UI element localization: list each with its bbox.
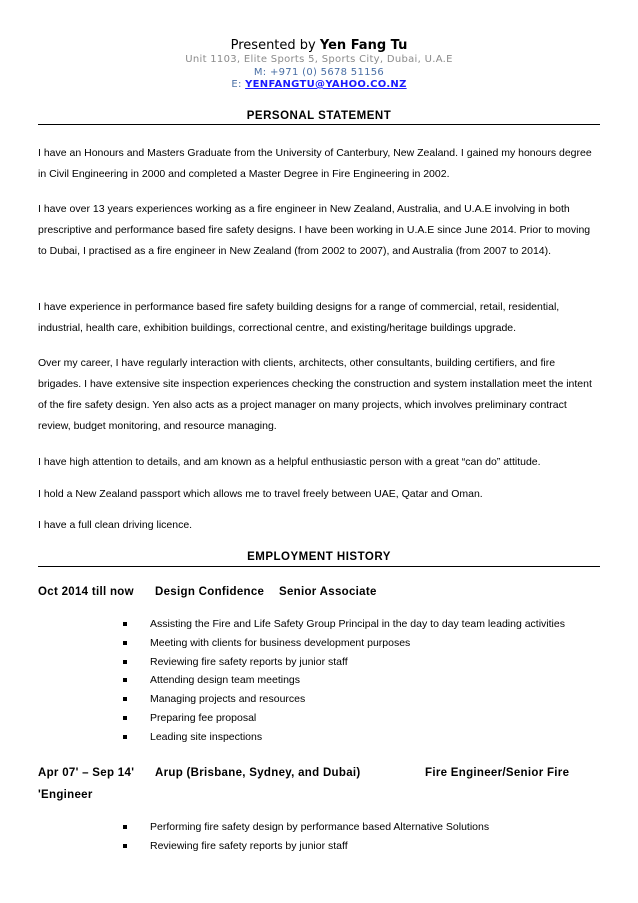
duty-text: Preparing fee proposal: [150, 711, 257, 724]
job-company: Arup (Brisbane, Sydney, and Dubai): [155, 767, 361, 779]
job-role-continuation: [38, 789, 600, 805]
job-company: Design Confidence: [155, 586, 265, 598]
email-line: [0, 79, 638, 92]
presented-by-line: [0, 38, 638, 54]
job-dates: Oct 2014 till now: [38, 586, 134, 598]
candidate-name: Yen Fang Tu: [319, 38, 408, 53]
bullet-square-icon: [123, 735, 127, 739]
mobile-number: +971 (0) 5678 51156: [269, 66, 385, 78]
duty-text: Attending design team meetings: [150, 674, 301, 687]
duty-text: Assisting the Fire and Life Safety Group Principal in the day to day team leading activities: [150, 618, 565, 630]
job-entry-header: [38, 586, 600, 602]
resume-header: [0, 38, 638, 92]
job-entry-header: [38, 767, 600, 783]
list-item: [38, 671, 600, 690]
bullet-square-icon: [123, 716, 127, 720]
bullet-square-icon: [123, 678, 127, 682]
bullet-square-icon: [123, 622, 127, 626]
list-item: [38, 634, 600, 653]
job-dates: Apr 07' – Sep 14': [38, 767, 135, 779]
personal-statement-heading: PERSONAL STATEMENT: [246, 110, 392, 122]
duty-text: Leading site inspections: [150, 730, 263, 743]
mobile-label: M:: [253, 66, 267, 78]
bullet-square-icon: [123, 825, 127, 829]
list-item: [38, 709, 600, 728]
list-item: [38, 653, 600, 672]
statement-paragraph: I have experience in performance based fire safety building designs for a range of commercial, retail, residential, industrial, health care, exhibition buildings, correctional centre, and existing/heritage buildings upgrade.: [38, 301, 560, 334]
duty-text: Meeting with clients for business development purposes: [150, 636, 411, 649]
email-label: E:: [231, 79, 242, 90]
statement-paragraph: Over my career, I have regularly interaction with clients, architects, other consultants, building certifiers, and fire brigades. I have extensive site inspection experiences checking the construction and system installation meet the intent of the fire safety design. Yen also acts as a project manager on many projects, which involves preliminary contract review, budget monitoring, and resource managing.: [38, 357, 592, 432]
employment-history-heading: EMPLOYMENT HISTORY: [247, 551, 391, 563]
list-item: [38, 615, 600, 634]
duty-text: Performing fire safety design by performance based Alternative Solutions: [150, 821, 490, 833]
bullet-square-icon: [123, 660, 127, 664]
bullet-square-icon: [123, 697, 127, 701]
bullet-square-icon: [123, 641, 127, 645]
statement-paragraph: I have an Honours and Masters Graduate from the University of Canterbury, New Zealand. I gained my honours degree in Civil Engineering in 2000 and completed a Master Degree in Fire Engineering in 2002.: [38, 147, 592, 180]
section-divider: [38, 124, 600, 125]
mobile-line: [0, 67, 638, 80]
job-duties-list: [38, 818, 600, 856]
job-role-cont: 'Engineer: [38, 789, 93, 801]
list-item: [38, 728, 600, 747]
statement-paragraph: I have a full clean driving licence.: [38, 519, 193, 531]
duty-text: Managing projects and resources: [150, 693, 306, 706]
list-item: [38, 690, 600, 709]
address: Unit 1103, Elite Sports 5, Sports City, Dubai, U.A.E: [185, 54, 453, 65]
job-role: Fire Engineer/Senior Fire: [425, 767, 570, 779]
email-link[interactable]: YENFANGTU@YAHOO.CO.NZ: [245, 79, 407, 90]
job-duties-list: [38, 615, 600, 747]
presented-prefix: Presented by: [230, 38, 320, 53]
duty-text: Reviewing fire safety reports by junior staff: [150, 839, 348, 852]
statement-paragraph: I have high attention to details, and am known as a helpful enthusiastic person with a great “can do” attitude.: [38, 456, 541, 468]
job-role: Senior Associate: [279, 586, 377, 598]
statement-paragraph: I have over 13 years experiences working as a fire engineer in New Zealand, Australia, and U.A.E involving in both prescriptive and performance based fire safety designs. I have been working in U.A.E since June 2014. Prior to moving to Dubai, I practised as a fire engineer in New Zealand (from 2002 to 2007), and Australia (from 2007 to 2014).: [38, 203, 591, 257]
list-item: [38, 837, 600, 856]
bullet-square-icon: [123, 844, 127, 848]
duty-text: Reviewing fire safety reports by junior staff: [150, 655, 348, 668]
section-divider: [38, 566, 600, 567]
statement-paragraph: I hold a New Zealand passport which allows me to travel freely between UAE, Qatar and Oman.: [38, 488, 483, 500]
list-item: [38, 818, 600, 837]
